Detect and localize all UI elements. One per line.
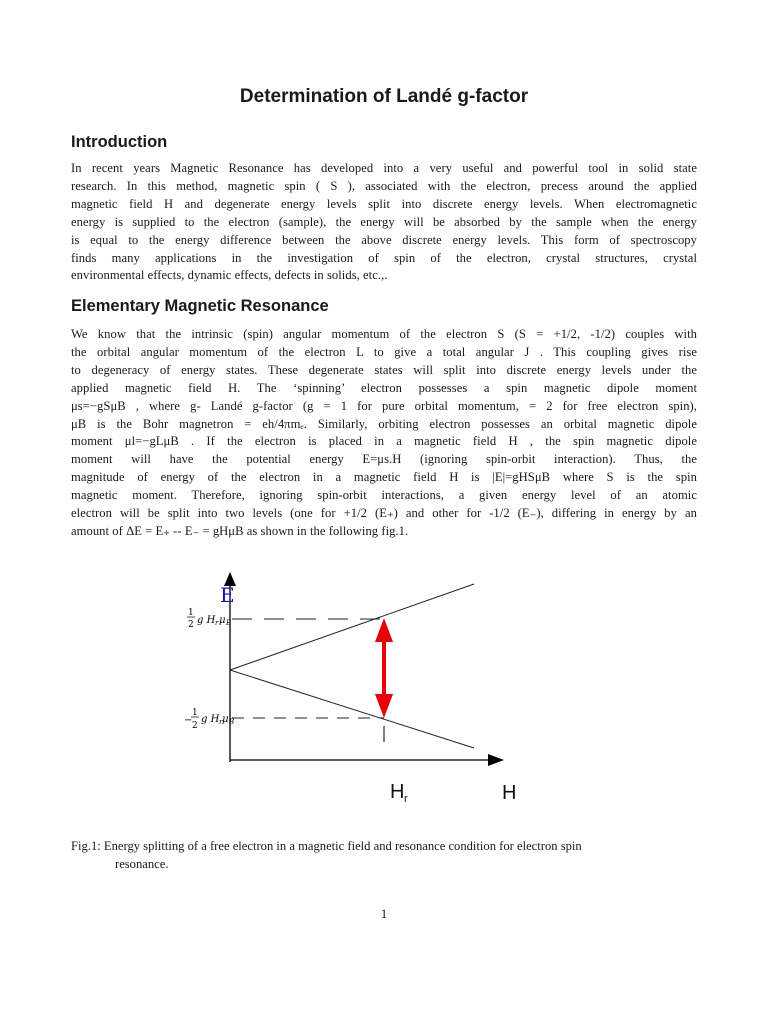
intro-line: In recent years Magnetic Resonance has developed into a very useful and powerful tool in solid state [71, 161, 697, 175]
svg-text:μ: μ [222, 714, 229, 725]
svg-text:μ: μ [219, 615, 226, 626]
svg-text:B: B [226, 619, 232, 627]
svg-text:2: 2 [192, 721, 198, 731]
emr-paragraph [71, 326, 697, 541]
figure-caption [71, 838, 697, 873]
emr-line: moment μl=−gLμB . If the electron is placed in a magnetic field H , the spin magnetic dipole [71, 434, 697, 449]
lower-energy-line [230, 670, 474, 748]
page-number: 1 [380, 906, 388, 921]
intro-line: energy is supplied to the electron (sample), the energy will be absorbed by the sample when the energy [71, 214, 697, 229]
intro-line: research. In this method, magnetic spin ( S ), associated with the electron, precess around the applied [71, 178, 697, 193]
page-title: Determination of Landé g-factor [239, 86, 529, 107]
svg-text:−: − [184, 715, 193, 726]
svg-text:1: 1 [192, 708, 198, 718]
intro-line: magnetic field H and degenerate energy levels split into discrete energy levels. When electromagnetic [71, 196, 697, 211]
emr-line: magnetic moment. Therefore, ignoring spin-orbit interactions, a given energy level of an atomic [71, 488, 697, 503]
emr-line: amount of ΔE = E₊ -- E₋ = gHμB as shown in the following fig.1. [71, 523, 409, 538]
intro-line: finds many applications in the investigation of spin of the electron, crystal structures, crystal [71, 250, 697, 265]
intro-line: environmental effects, dynamic effects, defects in solids, etc.,. [71, 268, 388, 283]
resonance-arrow-head-bottom [375, 694, 393, 718]
emr-line: the orbital angular momentum of the electron L to give a total angular J . This coupling gives rise [71, 344, 697, 359]
emr-line: μs=−gSμB , where g- Landé g-factor (g = 1 for pure orbital momentum, = 2 for free electron spin), [71, 398, 697, 413]
svg-text:r: r [215, 619, 219, 627]
emr-line: applied magnetic field H. The ‘spinning’ electron possesses a spin magnetic dipole moment [71, 380, 697, 395]
emr-line: moment will have the potential energy E=μs.H (ignoring spin-orbit interaction). Thus, the [71, 452, 697, 467]
lower-level-label [184, 708, 234, 731]
svg-text:B: B [229, 718, 235, 726]
resonance-field-label: H [390, 781, 405, 803]
x-axis-label: H [502, 782, 517, 804]
upper-energy-line [230, 584, 474, 670]
emr-line: μB is the Bohr magnetron = eh/4πmₑ. Similarly, orbiting electron possesses an orbital magnetic dipole [71, 416, 697, 431]
emr-heading: Elementary Magnetic Resonance [71, 297, 329, 315]
introduction-heading: Introduction [71, 133, 168, 151]
emr-line: We know that the intrinsic (spin) angular momentum of the electron S (S = +1/2, -1/2) couples with [71, 327, 697, 341]
emr-line: magnitude of energy of the electron in a magnetic field H is |E|=gHSμB where S is the spin [71, 470, 697, 485]
caption-line-1: Fig.1: Energy splitting of a free electron in a magnetic field and resonance condition for electron spin [71, 839, 582, 853]
energy-splitting-figure [170, 566, 530, 816]
x-axis-arrowhead [488, 754, 504, 766]
svg-text:r: r [219, 718, 223, 726]
svg-text:1: 1 [188, 608, 194, 618]
caption-line-2: resonance. [115, 856, 169, 871]
svg-text:g H: g H [197, 615, 216, 626]
upper-level-label [187, 608, 231, 630]
resonance-field-subscript: r [404, 793, 408, 805]
y-axis-label: E [220, 583, 235, 607]
resonance-arrow-head-top [375, 618, 393, 642]
intro-line: is equal to the energy difference between the above discrete energy levels. This form of spectroscopy [71, 232, 697, 247]
svg-text:2: 2 [188, 620, 194, 630]
emr-line: to degeneracy of energy states. These degenerate states will split into discrete energy levels under the [71, 362, 697, 377]
introduction-paragraph [71, 160, 697, 285]
svg-text:g H: g H [201, 714, 220, 725]
emr-line: electron will be split into two levels (one for +1/2 (E₊) and other for -1/2 (E₋), differing in energy by an [71, 506, 697, 521]
